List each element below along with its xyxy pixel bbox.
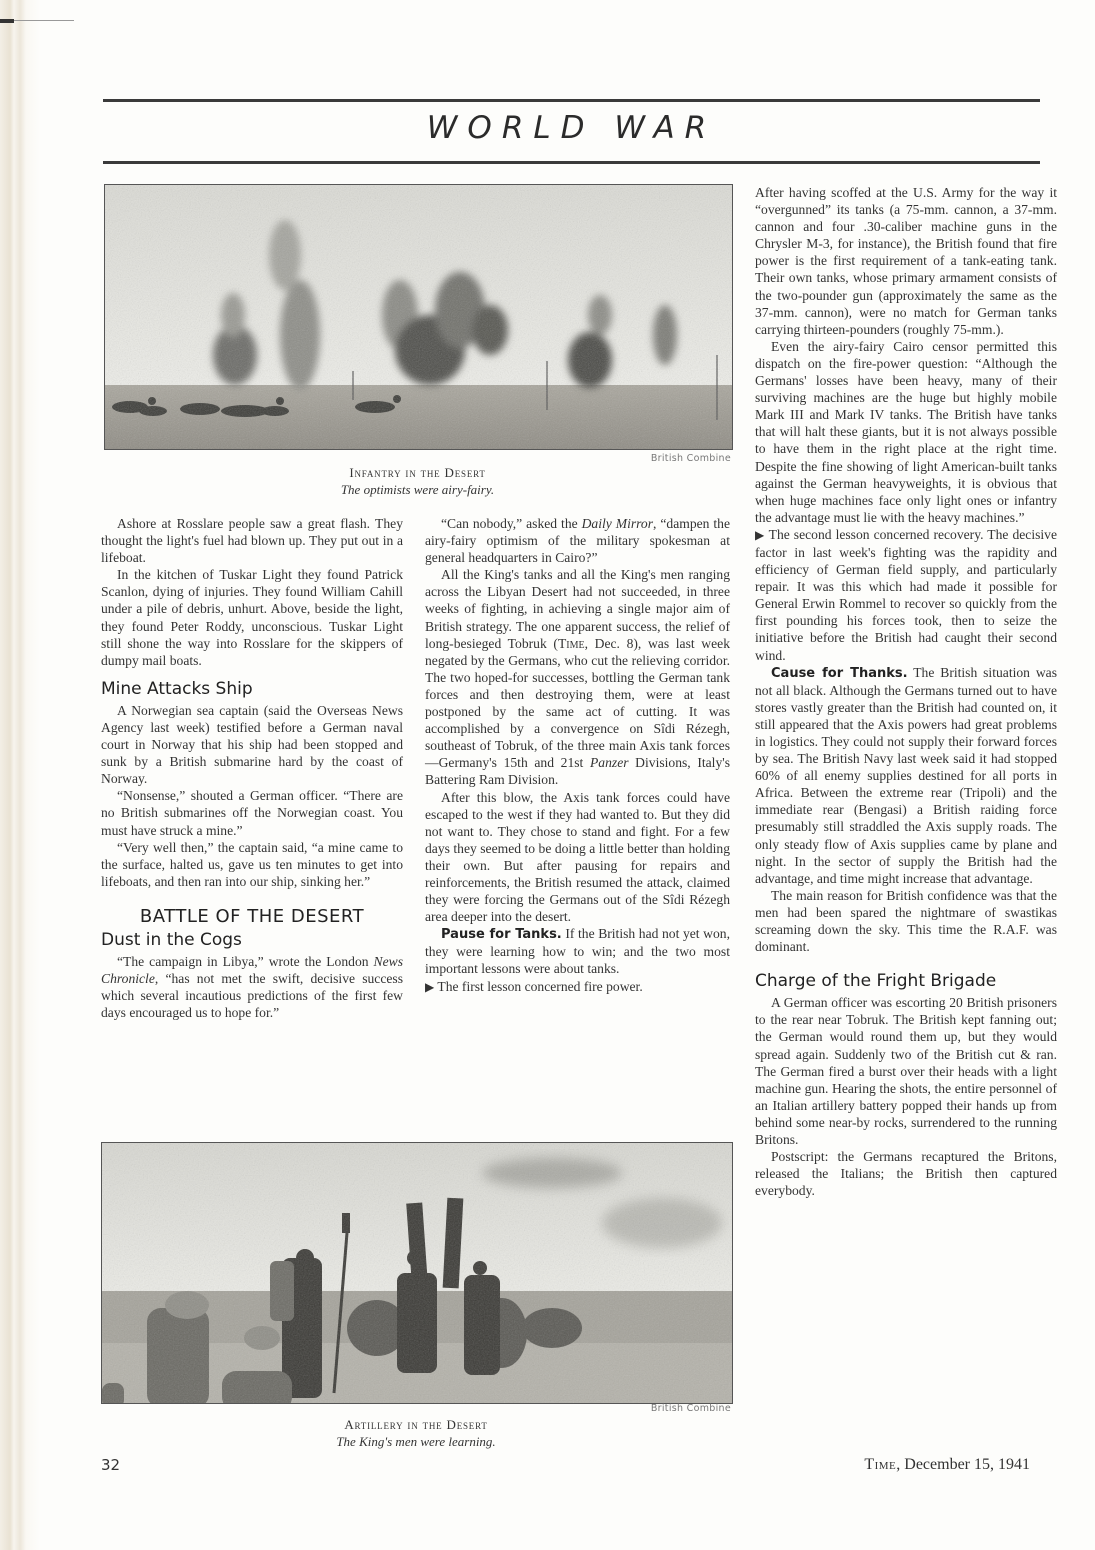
photo-caption (104, 464, 731, 498)
heading-battle-of-the-desert: BATTLE OF THE DESERT (139, 905, 365, 927)
subheading-mine-attacks-ship: Mine Attacks Ship (101, 678, 253, 699)
text-run: The first lesson concerned fire power. (434, 978, 643, 994)
caption-subtitle: The optimists were airy-fairy. (340, 482, 495, 497)
text-run: , “dampen the airy-fairy optimism of the military spokesman at general headquarters in Cairo?” (425, 516, 730, 566)
article-column-3 (755, 184, 1057, 1199)
section-title: WORLD WAR (426, 110, 717, 146)
text-run: , Dec. 8), was last week negated by the Germans, who cut the relieving corridor. The two hoped-for successes, bottling the German tank forces and then destroying them, were at least postponed by the same act of cutting. It was accomplished by a convergence on Sîdi Rézegh, southeast of Tobruk, of the three main Axis tank forces—Germany's 15th and 21st (425, 635, 730, 771)
text-run: If the British had not yet won, they were learning how to win; and the two most important lessons were about tanks. (425, 926, 730, 977)
header-rule-bottom (103, 161, 1040, 164)
text-run: The second lesson concerned recovery. The decisive factor in last week's fighting was the rapidity and efficiency of German field supply, and particularly repair. It was this which had made it possible for General Erwin Rommel to recover so quickly from the first pounding his forces took, then to seize the initiative before the British had caught their second wind. (755, 526, 1057, 663)
paragraph: In the kitchen of Tuskar Light they found Patrick Scanlon, dying of injuries. They found William Cahill under a pile of debris, unhurt. Above, beside the light, they found Peter Roddy, unconscious. Tuskar Light still shone the way into Rosslare for the skippers of dumpy mail boats. (101, 567, 403, 668)
artillery-photo-image (102, 1143, 732, 1403)
paragraph (425, 566, 730, 788)
text-run: , “has not met the swift, decisive success which several incautious predictions of the first few days encouraged us to hope for.” (101, 970, 403, 1021)
caption-subtitle: The King's men were learning. (336, 1434, 496, 1449)
runin-heading-pause-for-tanks: Pause for Tanks. (441, 927, 562, 943)
photo-caption (101, 1416, 731, 1450)
binding-mark (0, 19, 14, 23)
issue-folio (770, 1456, 1030, 1474)
magazine-name: Time (864, 1456, 897, 1473)
paragraph: Postscript: the Germans recaptured the Britons, released the Italians; the British then captured everybody. (755, 1149, 1057, 1199)
runin-heading-cause-for-thanks: Cause for Thanks. (771, 665, 908, 681)
caption-title: Infantry in the Desert (349, 465, 486, 480)
triangle-bullet-icon: ▶ (755, 527, 765, 542)
article-column-1 (101, 515, 403, 1021)
page-binding-edge (0, 0, 40, 1550)
paragraph (425, 515, 730, 566)
artillery-photo (101, 1142, 733, 1404)
binding-line (14, 20, 74, 21)
text-run: “The campaign in Libya,” wrote the London (117, 953, 374, 969)
caption-title: Artillery in the Desert (344, 1417, 488, 1432)
infantry-photo-image (105, 185, 732, 449)
paragraph: Even the airy-fairy Cairo censor permitted this dispatch on the fire-power question: “Although the Germans' losses have been heavy, many of their surviving machines are the huge but highly mobile Mark III and Mark IV tanks. The British have tanks that will halt these giants, but it is not always possible to have them in the right place at the right time. Despite the fine showing of light American-built tanks against the German heavyweights, it is obvious that when huge machines face only light ones or infantry the advantage must lie with the heavy machines.” (755, 338, 1057, 525)
infantry-photo (104, 184, 733, 450)
paragraph: A Norwegian sea captain (said the Overseas News Agency last week) testified before a German naval court in Norway that his ship had been stopped and sunk by a British submarine hard by the coast of Norway. (101, 702, 403, 787)
paragraph (425, 925, 730, 977)
publication-name: Daily Mirror (581, 516, 654, 531)
triangle-bullet-icon: ▶ (425, 979, 435, 994)
publication-name: News Chronicle (101, 953, 403, 986)
photo-credit: British Combine (650, 453, 731, 464)
paragraph (755, 664, 1057, 887)
paragraph (425, 978, 730, 996)
paragraph (101, 953, 403, 1021)
paragraph: “Very well then,” the captain said, “a mine came to the surface, halted us, gave us ten minutes to get into lifeboats, and then ran into our ship, sinking her.” (101, 839, 403, 889)
paragraph: A German officer was escorting 20 British prisoners to the rear near Tobruk. The British kept fanning out; the German would round them up, but they would spread again. Suddenly two of the British cut & ran. The German fired a burst over their heads with a light machine gun. Hearing the shots, the entire personnel of an Italian artillery battery popped their hands up from behind some near-by rocks, surrendered to the running Britons. (755, 995, 1057, 1147)
paragraph: The main reason for British confidence was that the men had been spared the nightmare of swastikas screaming down the sky. This time the R.A.F. was dominant. (755, 887, 1057, 955)
paragraph: “Nonsense,” shouted a German officer. “There are no British submarines off the Norwegian coast. You must have struck a mine.” (101, 788, 403, 838)
text-run: The British situation was not all black. Although the Germans turned out to have stores vastly greater than the British had counted on, it still appeared that the Axis powers had great problems in logistics. They could not supply their forward forces by sea. The British Navy last week said it had stopped 60% of all enemy supplies destined for all ports in Africa. Between the extreme rear (Tripoli) and the immediate rear (Bengasi) a British raiding force presumably still straddled the Axis supply roads. The only steady flow of Axis supplies came by plane and night. In the sector of supply the British had the advantage, and time might increase that advantage. (755, 664, 1057, 886)
paragraph (755, 526, 1057, 664)
page-number: 32 (101, 1456, 121, 1474)
issue-date: , December 15, 1941 (896, 1456, 1030, 1473)
subheading-dust-in-the-cogs: Dust in the Cogs (101, 929, 242, 950)
text-run: “Can nobody,” asked the (441, 516, 582, 531)
magazine-name: Time (557, 635, 585, 651)
text-run: Divisions, Italy's Battering Ram Division. (425, 755, 730, 788)
article-column-2 (425, 515, 730, 996)
photo-credit: British Combine (650, 1403, 731, 1414)
paragraph: After having scoffed at the U.S. Army for the way it “overgunned” its tanks (a 75-mm. cannon, a 37-mm. cannon and four .30-caliber machine guns in the Chrysler M-3, for instance), the British found that fire power is the first requirement of a tank-eating tank. Their own tanks, whose primary armament consists of the two-pounder gun (approximately the same as the 37-mm. cannon), were no match for German tanks carrying thirteen-pounders (roughly 75-mm.). (755, 185, 1057, 337)
header-rule-top (103, 99, 1040, 102)
text-run: Panzer (590, 755, 629, 771)
text-run: All the King's tanks and all the King's men ranging across the Libyan Desert had not succeeded, in three weeks of fighting, in achieving a single major aim of British strategy. The one apparent success, the relief of long-besieged Tobruk ( (425, 567, 730, 651)
paragraph: After this blow, the Axis tank forces could have escaped to the west if they had wanted to. But they did not want to. They chose to stand and fight. For a few days they seemed to be doing a little better than holding their own. But after pausing for repairs and reinforcements, the British resumed the attack, claimed they were forcing the Germans out of the Sîdi Rézegh area deeper into the desert. (425, 789, 730, 925)
subheading-charge-of-the-fright-brigade: Charge of the Fright Brigade (755, 971, 997, 992)
paragraph: Ashore at Rosslare people saw a great flash. They thought the light's fuel had blown up. They put out in a lifeboat. (101, 516, 403, 566)
